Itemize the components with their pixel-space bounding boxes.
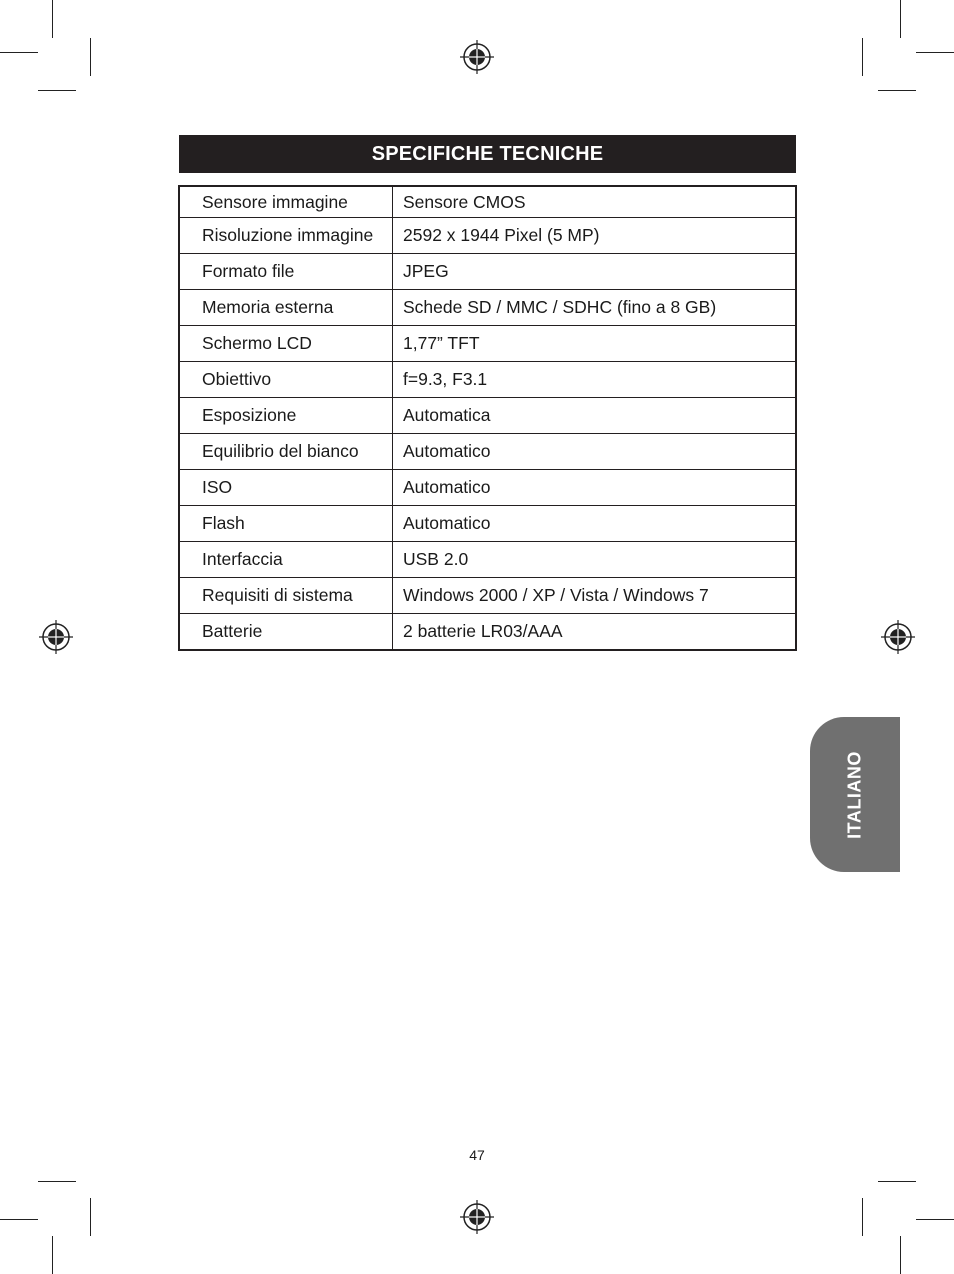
crop-mark bbox=[0, 1219, 38, 1220]
specs-table bbox=[178, 185, 797, 651]
spec-label: Esposizione bbox=[179, 398, 393, 434]
table-row bbox=[179, 506, 796, 542]
section-title: SPECIFICHE TECNICHE bbox=[179, 135, 796, 173]
spec-value: 1,77” TFT bbox=[393, 326, 797, 362]
table-row bbox=[179, 398, 796, 434]
crop-mark bbox=[38, 1181, 76, 1182]
crop-mark bbox=[878, 90, 916, 91]
spec-value: f=9.3, F3.1 bbox=[393, 362, 797, 398]
crop-mark bbox=[90, 1198, 91, 1236]
spec-value: Schede SD / MMC / SDHC (fino a 8 GB) bbox=[393, 290, 797, 326]
table-row bbox=[179, 614, 796, 651]
spec-value: Sensore CMOS bbox=[393, 186, 797, 218]
table-row bbox=[179, 434, 796, 470]
crop-mark bbox=[38, 90, 76, 91]
spec-value: USB 2.0 bbox=[393, 542, 797, 578]
spec-label: Obiettivo bbox=[179, 362, 393, 398]
spec-label: Risoluzione immagine bbox=[179, 218, 393, 254]
spec-value: 2592 x 1944 Pixel (5 MP) bbox=[393, 218, 797, 254]
spec-value: Automatico bbox=[393, 506, 797, 542]
table-row bbox=[179, 542, 796, 578]
crop-mark bbox=[90, 38, 91, 76]
spec-label: Flash bbox=[179, 506, 393, 542]
spec-label: Requisiti di sistema bbox=[179, 578, 393, 614]
spec-label: Batterie bbox=[179, 614, 393, 651]
table-row bbox=[179, 326, 796, 362]
crop-mark bbox=[900, 1236, 901, 1274]
crop-mark bbox=[900, 0, 901, 38]
spec-value: Automatico bbox=[393, 470, 797, 506]
table-row bbox=[179, 290, 796, 326]
spec-label: Memoria esterna bbox=[179, 290, 393, 326]
crop-mark bbox=[878, 1181, 916, 1182]
spec-value: Automatico bbox=[393, 434, 797, 470]
spec-label: Formato file bbox=[179, 254, 393, 290]
registration-mark-icon bbox=[460, 40, 494, 74]
crop-mark bbox=[862, 38, 863, 76]
crop-mark bbox=[862, 1198, 863, 1236]
table-row bbox=[179, 186, 796, 218]
spec-label: Equilibrio del bianco bbox=[179, 434, 393, 470]
spec-value: Automatica bbox=[393, 398, 797, 434]
registration-mark-icon bbox=[460, 1200, 494, 1234]
table-row bbox=[179, 218, 796, 254]
table-row bbox=[179, 578, 796, 614]
page-number: 47 bbox=[469, 1147, 485, 1163]
language-tab-label: ITALIANO bbox=[844, 750, 865, 839]
crop-mark bbox=[916, 52, 954, 53]
table-row bbox=[179, 362, 796, 398]
language-tab bbox=[810, 717, 900, 872]
crop-mark bbox=[52, 1236, 53, 1274]
table-row bbox=[179, 254, 796, 290]
spec-value: 2 batterie LR03/AAA bbox=[393, 614, 797, 651]
specs-table-body bbox=[179, 186, 796, 650]
spec-label: Sensore immagine bbox=[179, 186, 393, 218]
spec-label: Schermo LCD bbox=[179, 326, 393, 362]
crop-mark bbox=[0, 52, 38, 53]
registration-mark-icon bbox=[881, 620, 915, 654]
spec-label: ISO bbox=[179, 470, 393, 506]
table-row bbox=[179, 470, 796, 506]
crop-mark bbox=[916, 1219, 954, 1220]
spec-value: JPEG bbox=[393, 254, 797, 290]
registration-mark-icon bbox=[39, 620, 73, 654]
spec-value: Windows 2000 / XP / Vista / Windows 7 bbox=[393, 578, 797, 614]
crop-mark bbox=[52, 0, 53, 38]
spec-label: Interfaccia bbox=[179, 542, 393, 578]
